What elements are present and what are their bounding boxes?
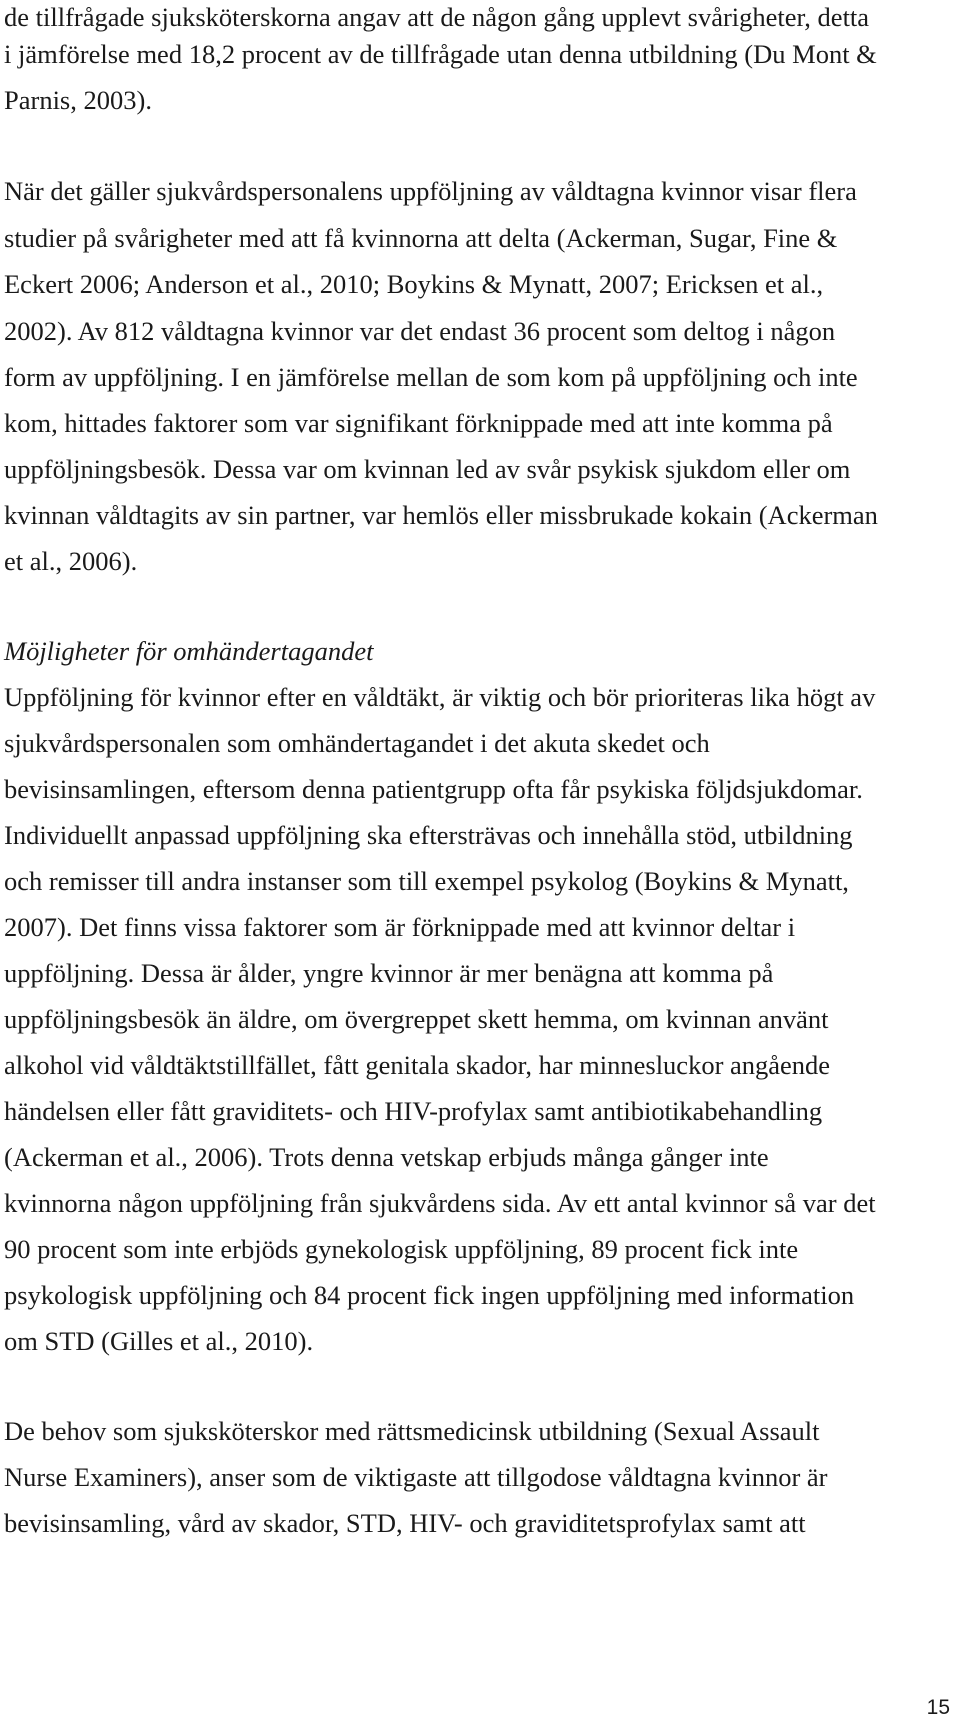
text-line: alkohol vid våldtäktstillfället, fått genitala skador, har minnesluckor angående (4, 1050, 831, 1080)
section-heading: Möjligheter för omhändertagandet (4, 636, 374, 666)
text-line: Individuellt anpassad uppföljning ska eftersträvas och innehålla stöd, utbildning (4, 820, 853, 850)
text-line: et al., 2006). (4, 546, 138, 576)
text-line: Uppföljning för kvinnor efter en våldtäkt, är viktig och bör prioriteras lika högt av (4, 682, 876, 712)
text-line: Nurse Examiners), anser som de viktigaste att tillgodose våldtagna kvinnor är (4, 1462, 828, 1492)
text-line: kom, hittades faktorer som var signifikant förknippade med att inte komma på (4, 408, 833, 438)
text-line: kvinnorna någon uppföljning från sjukvårdens sida. Av ett antal kvinnor så var det (4, 1188, 876, 1218)
text-line: studier på svårigheter med att få kvinnorna att delta (Ackerman, Sugar, Fine & (4, 223, 838, 253)
text-line: uppföljningsbesök. Dessa var om kvinnan led av svår psykisk sjukdom eller om (4, 454, 851, 484)
text-line: om STD (Gilles et al., 2010). (4, 1326, 314, 1356)
text-line: Parnis, 2003). (4, 85, 152, 115)
text-line: De behov som sjuksköterskor med rättsmedicinsk utbildning (Sexual Assault (4, 1416, 820, 1446)
text-line: Eckert 2006; Anderson et al., 2010; Boykins & Mynatt, 2007; Ericksen et al., (4, 269, 824, 299)
text-line: När det gäller sjukvårdspersonalens uppföljning av våldtagna kvinnor visar flera (4, 176, 857, 206)
text-line: 90 procent som inte erbjöds gynekologisk uppföljning, 89 procent fick inte (4, 1234, 799, 1264)
text-line: form av uppföljning. I en jämförelse mellan de som kom på uppföljning och inte (4, 362, 858, 392)
text-line: och remisser till andra instanser som till exempel psykolog (Boykins & Mynatt, (4, 866, 849, 896)
text-line: bevisinsamlingen, eftersom denna patientgrupp ofta får psykiska följdsjukdomar. (4, 774, 863, 804)
text-line: 2002). Av 812 våldtagna kvinnor var det endast 36 procent som deltog i någon (4, 316, 836, 346)
text-line: bevisinsamling, vård av skador, STD, HIV- och graviditetsprofylax samt att (4, 1508, 806, 1538)
text-line: uppföljning. Dessa är ålder, yngre kvinnor är mer benägna att komma på (4, 958, 774, 988)
text-line: händelsen eller fått graviditets- och HIV-profylax samt antibiotikabehandling (4, 1096, 823, 1126)
text-line: uppföljningsbesök än äldre, om övergreppet skett hemma, om kvinnan använt (4, 1004, 829, 1034)
text-line: de tillfrågade sjuksköterskorna angav att de någon gång upplevt svårigheter, detta (4, 2, 870, 32)
text-line: 2007). Det finns vissa faktorer som är förknippade med att kvinnor deltar i (4, 912, 796, 942)
text-line: (Ackerman et al., 2006). Trots denna vetskap erbjuds många gånger inte (4, 1142, 769, 1172)
page-number: 15 (926, 1696, 950, 1719)
text-line: sjukvårdspersonalen som omhändertagandet i det akuta skedet och (4, 728, 710, 758)
text-line: kvinnan våldtagits av sin partner, var hemlös eller missbrukade kokain (Ackerman (4, 500, 878, 530)
text-line: i jämförelse med 18,2 procent av de tillfrågade utan denna utbildning (Du Mont & (4, 39, 877, 69)
text-line: psykologisk uppföljning och 84 procent fick ingen uppföljning med information (4, 1280, 855, 1310)
